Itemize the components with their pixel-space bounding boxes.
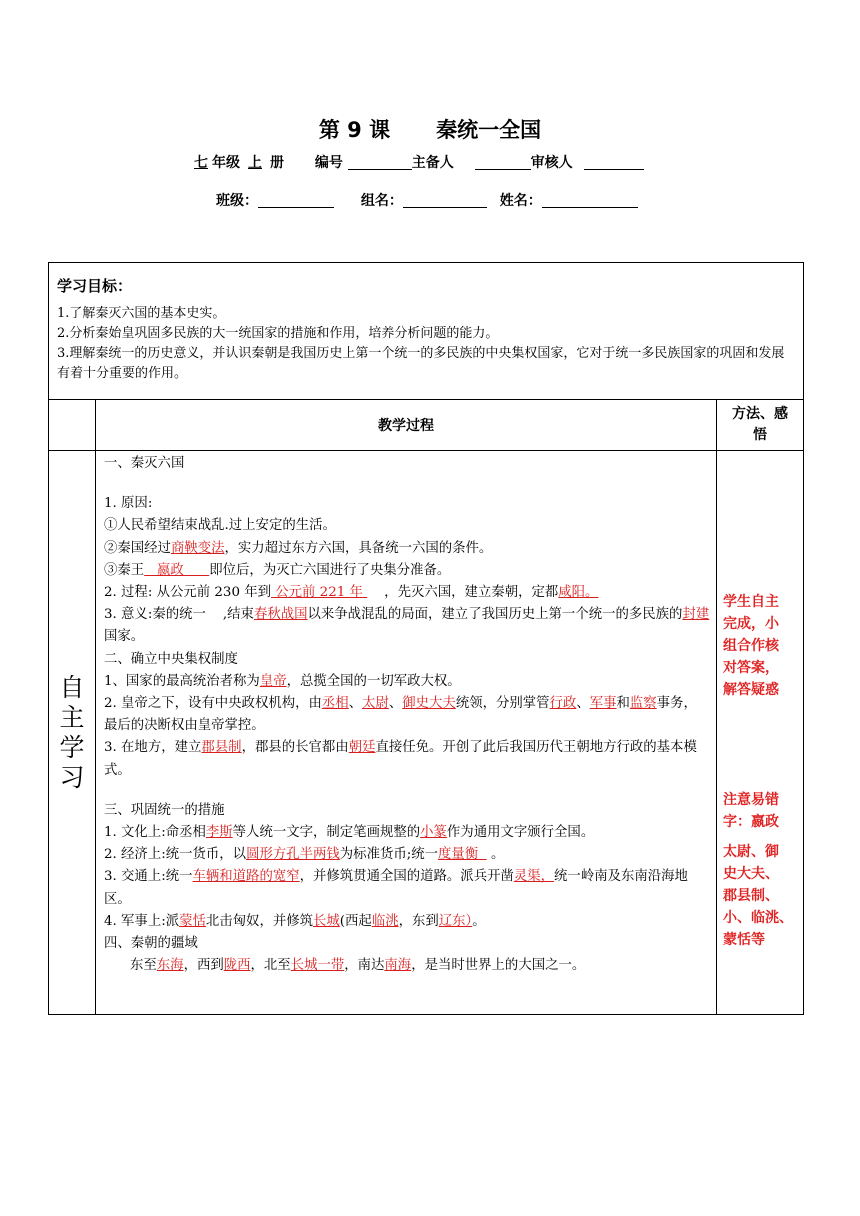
answer-blank[interactable]: 朝廷 xyxy=(348,740,376,756)
s3-item-1: 1. 文化上:命丞相李斯等人统一文字，制定笔画规整的小篆作为通用文字颁行全国。 xyxy=(104,825,595,841)
answer-blank[interactable]: 太尉 xyxy=(362,696,389,712)
answer-blank[interactable]: 辽东） xyxy=(438,913,473,929)
lesson-title xyxy=(0,114,860,144)
grade-value: 七 xyxy=(194,155,208,171)
goals-row xyxy=(49,263,804,400)
process-item: 2. 过程: 从公元前 230 年到 公元前 221 年 ，先灭六国，建立秦朝，定都咸阳。 xyxy=(104,585,599,601)
preparer-blank[interactable] xyxy=(475,155,531,170)
section-3-title: 三、巩固统一的措施 xyxy=(104,802,225,818)
method-notes xyxy=(717,451,804,1015)
grade-label: 年级 xyxy=(212,155,240,171)
side-char: 学 xyxy=(59,732,85,762)
answer-blank[interactable]: 车辆和道路的宽窄 xyxy=(192,869,300,885)
answer-blank[interactable]: 灵渠， xyxy=(513,869,555,885)
goal-item-3: 3.理解秦统一的历史意义，并认识秦朝是我国历史上第一个统一的多民族的中央集权国家，它对于统一多民族国家的巩固和发展有着十分重要的作用。 xyxy=(57,346,785,381)
s2-item-3: 3. 在地方，建立郡县制，郡县的长官都由朝廷直接任免。开创了此后我国历代王朝地方行政的基本模式。 xyxy=(104,740,697,778)
cause-2: ②秦国经过商鞅变法，实力超过东方六国，具备统一六国的条件。 xyxy=(104,540,493,556)
side-label xyxy=(58,673,86,793)
s3-item-3: 3. 交通上:统一车辆和道路的宽窄，并修筑贯通全国的道路。派兵开凿灵渠，统一岭南及东南沿海地区。 xyxy=(104,869,688,907)
answer-blank[interactable]: 李斯 xyxy=(205,825,233,841)
answer-blank[interactable]: 长城 xyxy=(313,913,340,929)
answer-blank[interactable]: 春秋战国 xyxy=(253,607,308,623)
answer-blank[interactable]: 御史大夫 xyxy=(402,696,456,712)
answer-blank[interactable]: 蒙恬 xyxy=(179,913,206,929)
process-header: 教学过程 xyxy=(96,400,717,451)
goal-item-1: 1.了解秦灭六国的基本史实。 xyxy=(57,306,226,321)
section-1-title: 一、秦灭六国 xyxy=(104,456,185,471)
side-char: 习 xyxy=(59,762,85,792)
answer-blank[interactable]: 军事 xyxy=(589,696,617,712)
reviewer-blank[interactable] xyxy=(584,155,644,170)
student-info xyxy=(216,190,638,210)
method-header-line1: 方法、感 xyxy=(732,406,788,422)
answer-blank[interactable]: 南海 xyxy=(384,958,412,974)
answer-blank[interactable]: 嬴政 xyxy=(144,562,210,578)
reviewer-label: 审核人 xyxy=(530,155,573,171)
method-tip-3: 太尉、御 史大夫、 郡县制、 小、临洮、 蒙恬等 xyxy=(723,844,793,948)
number-blank[interactable] xyxy=(348,155,412,170)
term-label: 册 xyxy=(270,155,284,171)
lesson-topic: 秦统一全国 xyxy=(436,118,542,142)
answer-blank[interactable]: 丞相 xyxy=(321,696,349,712)
answer-blank[interactable]: 郡县制 xyxy=(201,740,242,756)
answer-blank[interactable]: 东海 xyxy=(156,958,184,974)
meaning-item: 3. 意义:秦的统一 ,结束春秋战国以来争战混乱的局面，建立了我国历史上第一个统一的多民族的封建国家。 xyxy=(104,607,710,645)
answer-blank[interactable]: 圆形方孔半两钱 xyxy=(246,847,340,863)
content-row xyxy=(49,451,804,1015)
number-label: 编号 xyxy=(314,155,343,171)
answer-blank[interactable]: 行政 xyxy=(549,696,577,712)
method-header xyxy=(717,400,804,451)
s3-item-4: 4. 军事上:派蒙恬北击匈奴，并修筑长城(西起临洮，东到辽东）。 xyxy=(104,913,486,929)
goals-cell xyxy=(49,263,804,400)
answer-blank[interactable]: 长城一带 xyxy=(290,958,345,974)
answer-blank[interactable]: 度量衡 xyxy=(438,847,487,863)
cause-label: 1. 原因: xyxy=(104,496,153,512)
cause-1: ①人民希望结束战乱.过上安定的生活。 xyxy=(104,518,336,534)
goal-item-2: 2.分析秦始皇巩固多民族的大一统国家的措施和作用，培养分析问题的能力。 xyxy=(57,326,499,341)
method-header-line2: 悟 xyxy=(753,427,767,443)
group-blank[interactable] xyxy=(403,193,487,208)
lesson-table xyxy=(48,262,804,1015)
preparer-label: 主备人 xyxy=(411,155,454,171)
answer-blank[interactable]: 封建 xyxy=(682,607,710,623)
group-label: 组名： xyxy=(360,193,403,209)
name-blank[interactable] xyxy=(542,193,638,208)
side-label-cell xyxy=(49,451,96,1015)
document-meta xyxy=(190,152,644,172)
method-tip-2: 注意易错 字：嬴政 xyxy=(723,792,779,830)
answer-blank[interactable]: 监察 xyxy=(629,696,657,712)
goals-title: 学习目标： xyxy=(57,277,133,295)
class-blank[interactable] xyxy=(258,193,334,208)
s2-item-1: 1、国家的最高统治者称为皇帝，总揽全国的一切军政大权。 xyxy=(104,673,461,689)
name-label: 姓名： xyxy=(499,193,542,209)
answer-blank[interactable]: 小篆 xyxy=(420,825,447,841)
s2-item-2: 2. 皇帝之下，设有中央政权机构，由丞相、太尉、御史大夫统领，分别掌管行政、军事和监察事务，最后的决断权由皇帝掌控。 xyxy=(104,696,697,734)
header-row xyxy=(49,400,804,451)
cause-3: ③秦王 嬴政 即位后，为灭亡六国进行了央集分准备。 xyxy=(104,562,451,578)
s3-item-2: 2. 经济上:统一货币，以圆形方孔半两钱为标准货币;统一度量衡 。 xyxy=(104,847,505,863)
answer-blank[interactable]: 公元前 221 年 xyxy=(271,585,368,601)
answer-blank[interactable]: 陇西 xyxy=(223,958,251,974)
s4-item: 东至东海，西到陇西，北至长城一带，南达南海，是当时世界上的大国之一。 xyxy=(130,958,586,974)
class-label: 班级： xyxy=(216,193,258,209)
answer-blank[interactable]: 商鞅变法 xyxy=(170,540,225,556)
side-char: 主 xyxy=(59,702,85,732)
answer-blank[interactable]: 皇帝 xyxy=(259,673,287,689)
lesson-number: 第 9 课 xyxy=(318,118,391,142)
side-char: 自 xyxy=(59,672,85,702)
answer-blank[interactable]: 咸阳。 xyxy=(558,585,599,601)
section-2-title: 二、确立中央集权制度 xyxy=(104,651,238,667)
section-4-title: 四、秦朝的疆域 xyxy=(104,936,198,952)
method-tip-1: 学生自主 完成，小 组合作核 对答案， 解答疑惑 xyxy=(723,594,779,698)
header-empty-cell xyxy=(49,400,96,451)
term-value: 上 xyxy=(248,155,262,171)
answer-blank[interactable]: 临洮 xyxy=(371,913,399,929)
process-content xyxy=(96,451,717,1015)
